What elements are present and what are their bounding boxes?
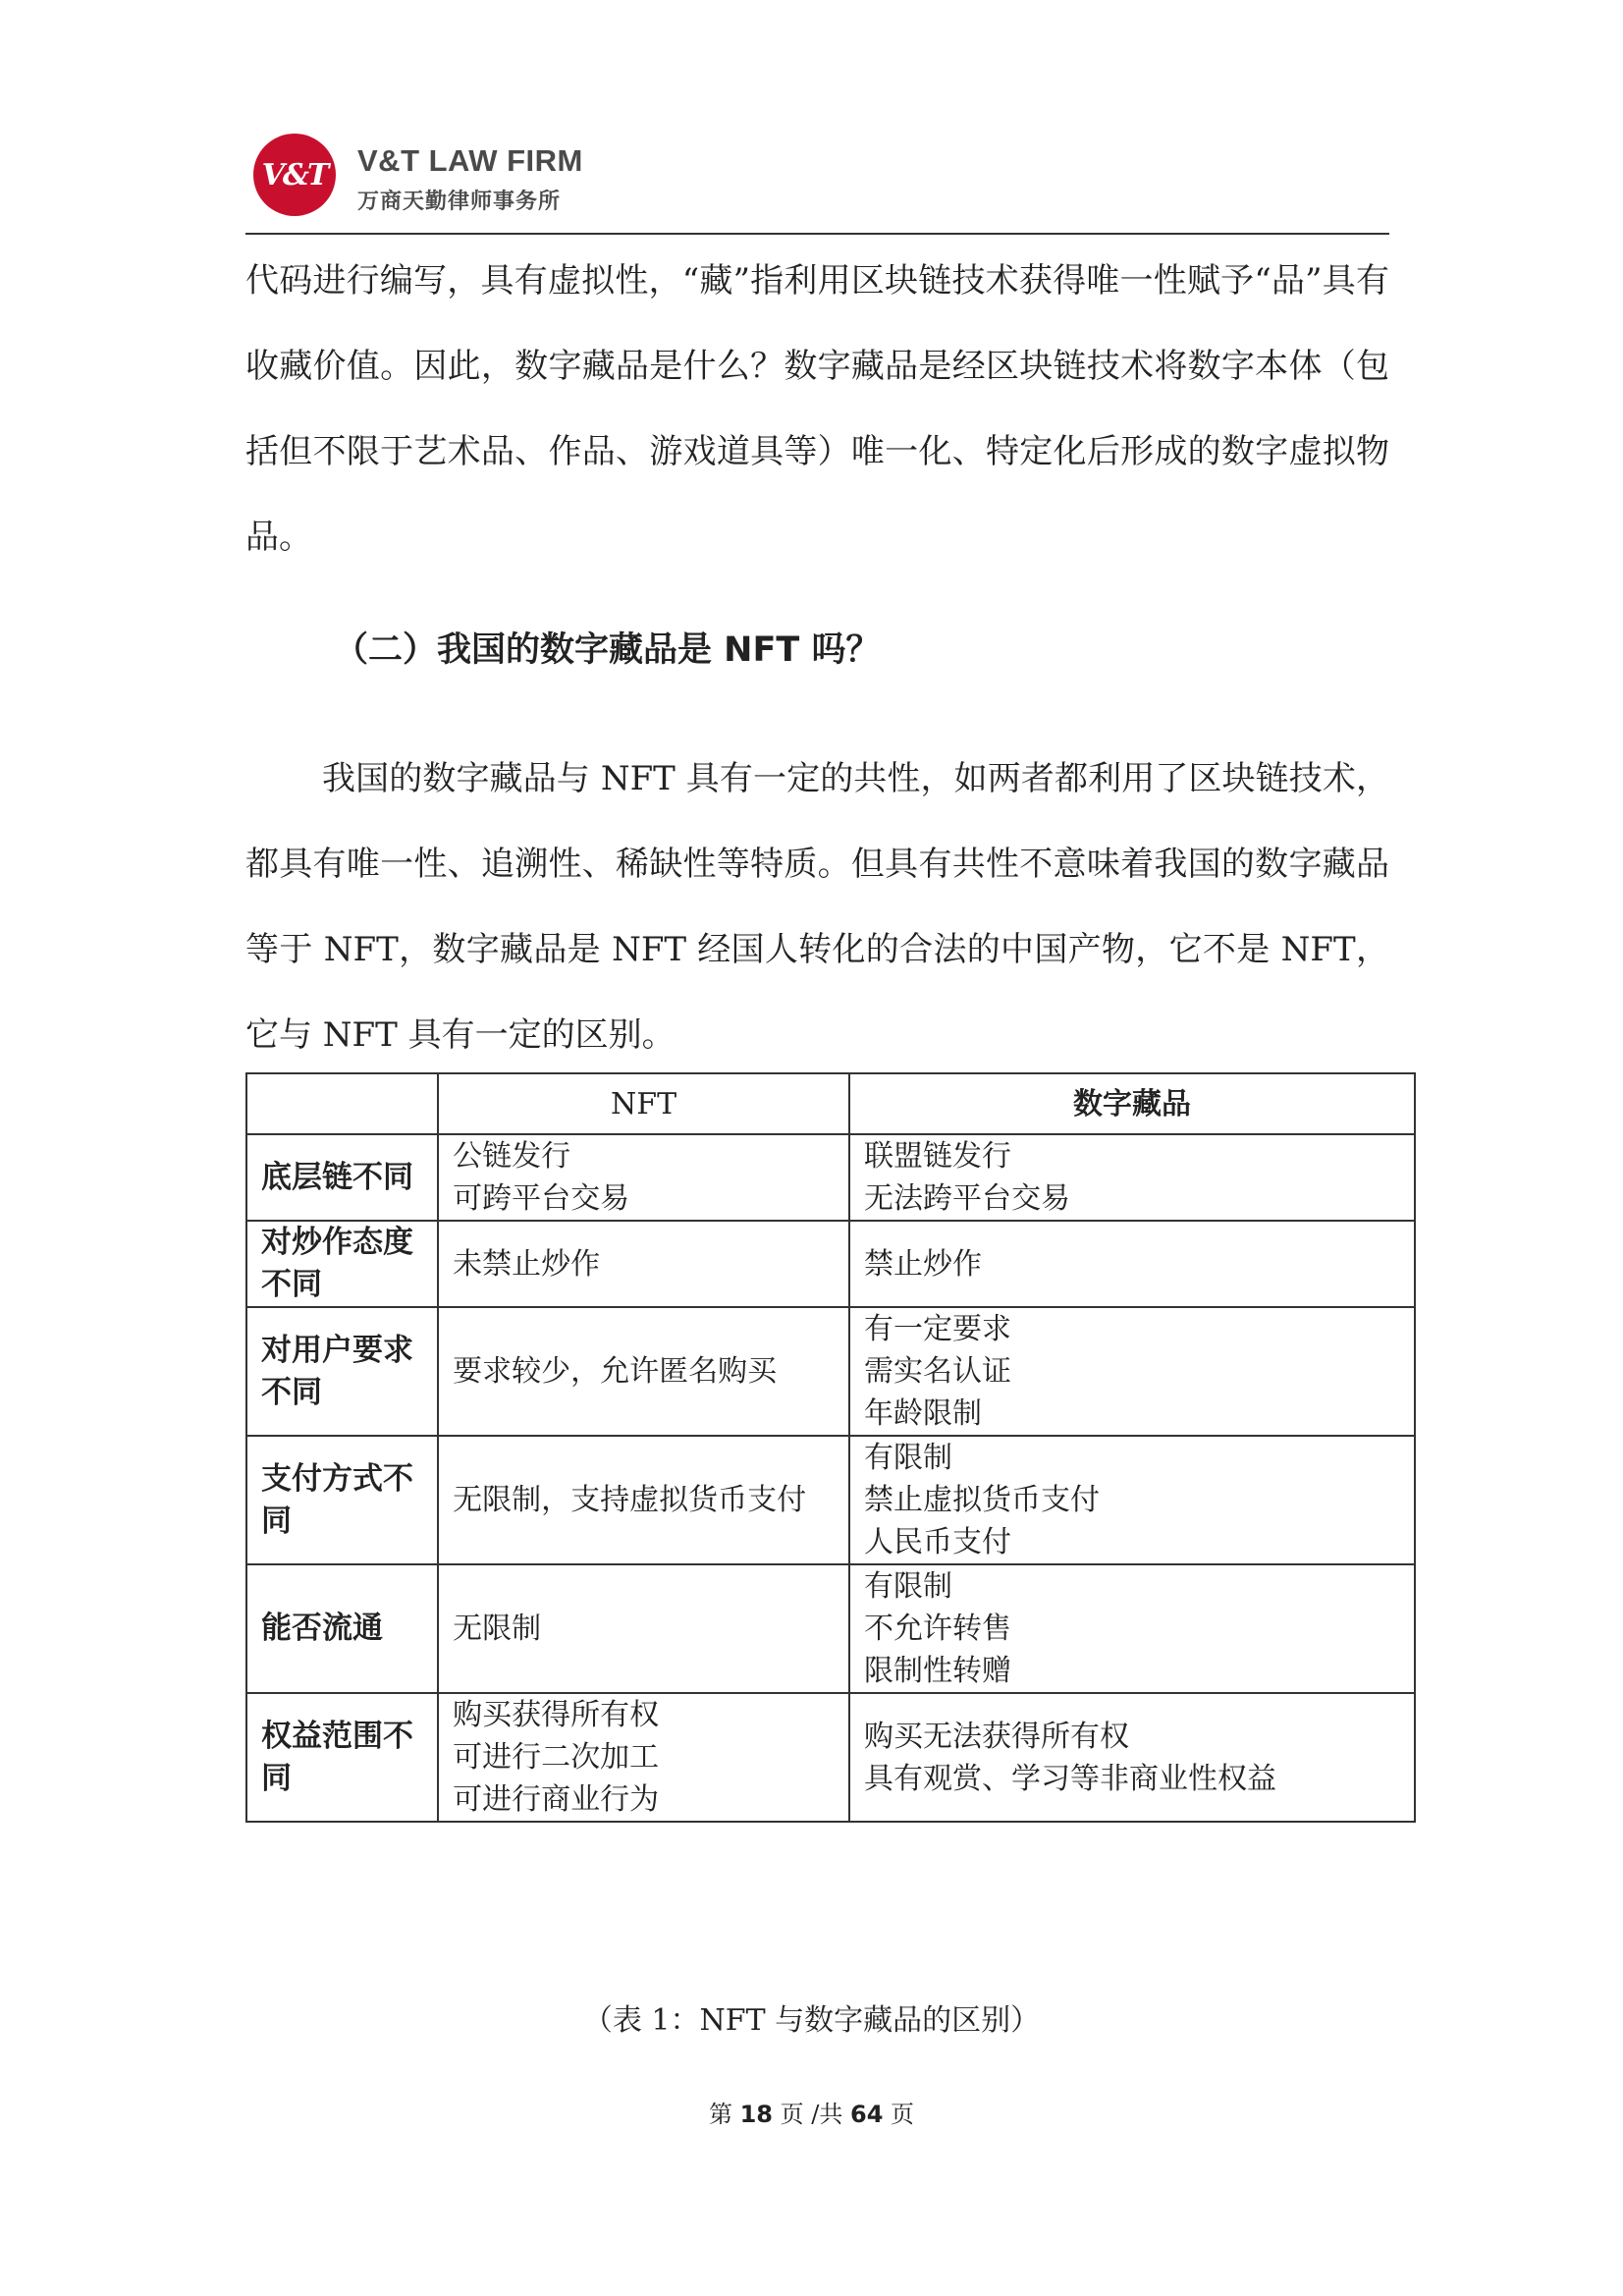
- table-row: [246, 1693, 1415, 1822]
- row-label: 对用户要求不同: [246, 1307, 438, 1436]
- page-footer: [0, 2100, 1623, 2129]
- cell-nft: [438, 1436, 849, 1564]
- cell-line: 具有观赏、学习等非商业性权益: [864, 1761, 1277, 1796]
- cell-line: 购买无法获得所有权: [864, 1719, 1130, 1754]
- cell-line: 未禁止炒作: [453, 1246, 601, 1282]
- section-heading: （二）我国的数字藏品是 NFT 吗？: [334, 630, 881, 670]
- cell-line: 不允许转售: [864, 1612, 1012, 1646]
- cell-line: 有限制: [864, 1441, 953, 1475]
- cell-line: 无法跨平台交易: [864, 1181, 1071, 1216]
- comparison-table: [245, 1072, 1416, 1823]
- cell-line: 人民币支付: [864, 1525, 1012, 1559]
- cell-digital-collectible: [849, 1221, 1415, 1307]
- cell-nft: [438, 1307, 849, 1436]
- cell-digital-collectible: [849, 1436, 1415, 1564]
- footer-prefix: 第: [708, 2101, 732, 2128]
- cell-line: 限制性转赠: [864, 1654, 1012, 1688]
- cell-digital-collectible: [849, 1693, 1415, 1822]
- table-row: [246, 1307, 1415, 1436]
- cell-line: 要求较少，允许匿名购买: [453, 1354, 778, 1389]
- cell-line: 可跨平台交易: [453, 1181, 630, 1216]
- footer-total-pages: 64: [850, 2101, 884, 2128]
- cell-line: 需实名认证: [864, 1354, 1012, 1389]
- cell-line: 可进行二次加工: [453, 1740, 660, 1775]
- body-paragraph-2: 我国的数字藏品与 NFT 具有一定的共性，如两者都利用了区块链技术，都具有唯一性、追溯性、稀缺性等特质。但具有共性不意味着我国的数字藏品等于 NFT，数字藏品是 NFT 经国人转化的合法的中国产物，它不是 NFT，它与 NFT 具有一定的区别。: [245, 759, 1389, 1055]
- firm-name-cn: 万商天勤律师事务所: [357, 190, 562, 214]
- cell-line: 公链发行: [453, 1139, 571, 1174]
- cell-digital-collectible: [849, 1307, 1415, 1436]
- row-label: 底层链不同: [246, 1134, 438, 1221]
- firm-name-en: V&T LAW FIRM: [357, 143, 583, 178]
- cell-nft: [438, 1564, 849, 1693]
- header-cell-nft: NFT: [438, 1073, 849, 1134]
- firm-logo: V&T: [253, 134, 336, 216]
- cell-line: 禁止虚拟货币支付: [864, 1483, 1101, 1517]
- cell-nft: [438, 1134, 849, 1221]
- cell-line: 年龄限制: [864, 1396, 983, 1431]
- footer-page-number: 18: [739, 2101, 773, 2128]
- cell-nft: [438, 1693, 849, 1822]
- cell-line: 联盟链发行: [864, 1139, 1012, 1174]
- cell-line: 有一定要求: [864, 1312, 1012, 1346]
- row-label: 支付方式不同: [246, 1436, 438, 1564]
- row-label: 权益范围不同: [246, 1693, 438, 1822]
- cell-nft: [438, 1221, 849, 1307]
- footer-middle: 页 /共: [780, 2101, 843, 2128]
- cell-line: 有限制: [864, 1569, 953, 1604]
- cell-line: 可进行商业行为: [453, 1782, 660, 1817]
- table-caption: （表 1：NFT 与数字藏品的区别）: [582, 2003, 1041, 2038]
- table-row: [246, 1221, 1415, 1307]
- header-cell-empty: [246, 1073, 438, 1134]
- header-divider: [245, 233, 1389, 235]
- cell-line: 禁止炒作: [864, 1246, 983, 1282]
- cell-line: 购买获得所有权: [453, 1698, 660, 1732]
- row-label: 能否流通: [246, 1564, 438, 1693]
- cell-digital-collectible: [849, 1134, 1415, 1221]
- footer-suffix: 页: [891, 2101, 915, 2128]
- header-cell-digital-collectible: 数字藏品: [849, 1073, 1415, 1134]
- cell-line: 无限制: [453, 1612, 542, 1646]
- table-row: [246, 1564, 1415, 1693]
- cell-line: 无限制，支持虚拟货币支付: [453, 1483, 807, 1517]
- table-row: [246, 1436, 1415, 1564]
- table-header-row: [246, 1073, 1415, 1134]
- table-row: [246, 1134, 1415, 1221]
- table-body: [246, 1134, 1415, 1822]
- cell-digital-collectible: [849, 1564, 1415, 1693]
- row-label: 对炒作态度不同: [246, 1221, 438, 1307]
- body-paragraph-1: 代码进行编写，具有虚拟性，“藏”指利用区块链技术获得唯一性赋予“品”具有收藏价值。因此，数字藏品是什么？数字藏品是经区块链技术将数字本体（包括但不限于艺术品、作品、游戏道具等）唯一化、特定化后形成的数字虚拟物品。: [245, 261, 1389, 557]
